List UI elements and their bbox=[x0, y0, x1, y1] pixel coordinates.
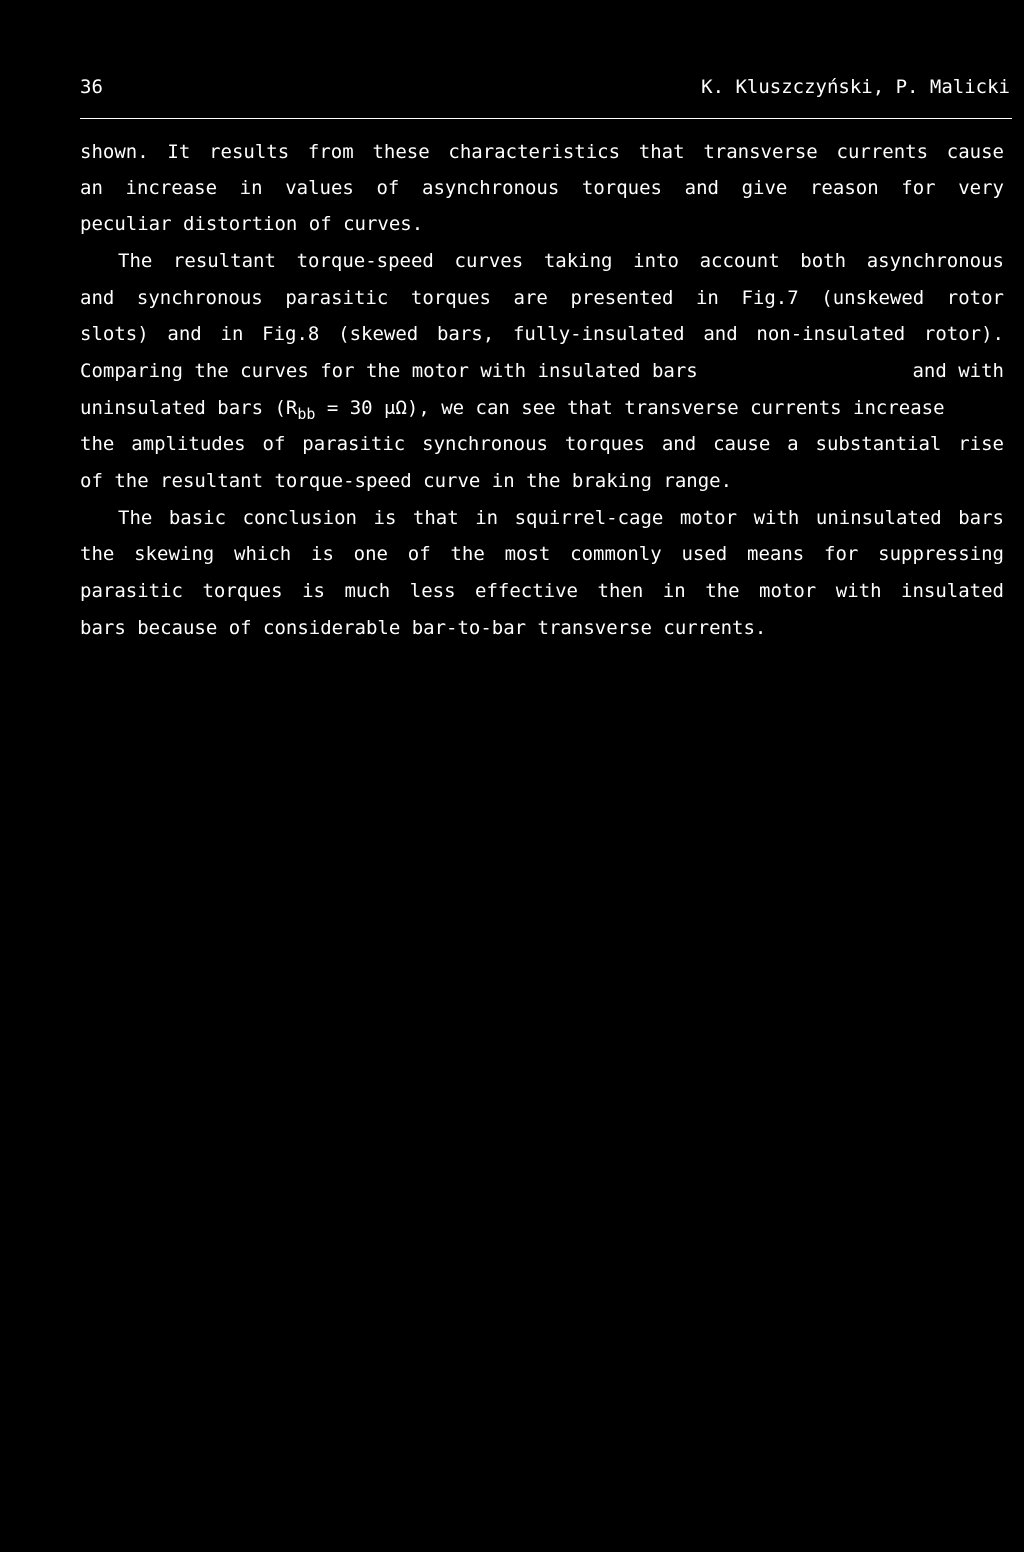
text-line: peculiar distortion of curves. bbox=[80, 213, 424, 235]
text-fragment: = 30 μΩ), we can see that transverse currents increase bbox=[315, 397, 945, 419]
text-line-left: Comparing the curves for the motor with insulated bars bbox=[80, 360, 698, 382]
text-line: slots) and in Fig.8 (skewed bars, fully-insulated and non-insulated rotor). bbox=[80, 323, 1004, 345]
text-line-with-subscript bbox=[80, 393, 1004, 423]
page-header bbox=[80, 76, 1010, 102]
text-line-right: and with bbox=[912, 360, 1004, 382]
header-rule bbox=[80, 118, 1012, 119]
running-head-authors: K. Kluszczyński, P. Malicki bbox=[701, 76, 1010, 98]
text-fragment: uninsulated bars (R bbox=[80, 397, 298, 419]
text-line: The basic conclusion is that in squirrel-cage motor with uninsulated bars bbox=[118, 507, 1004, 529]
text-line: shown. It results from these characteristics that transverse currents cause bbox=[80, 141, 1004, 163]
text-line: an increase in values of asynchronous torques and give reason for very bbox=[80, 177, 1004, 199]
text-line: the amplitudes of parasitic synchronous torques and cause a substantial rise bbox=[80, 433, 1004, 455]
text-line: bars because of considerable bar-to-bar transverse currents. bbox=[80, 617, 767, 639]
text-line: of the resultant torque-speed curve in the braking range. bbox=[80, 470, 733, 492]
text-line: and synchronous parasitic torques are presented in Fig.7 (unskewed rotor bbox=[80, 287, 1004, 309]
text-line: The resultant torque-speed curves taking into account both asynchronous bbox=[118, 250, 1004, 272]
text-line: parasitic torques is much less effective then in the motor with insulated bbox=[80, 580, 1004, 602]
text-line-split bbox=[80, 356, 1004, 386]
page-number: 36 bbox=[80, 76, 103, 98]
subscript: bb bbox=[297, 404, 316, 423]
text-line: the skewing which is one of the most commonly used means for suppressing bbox=[80, 543, 1004, 565]
